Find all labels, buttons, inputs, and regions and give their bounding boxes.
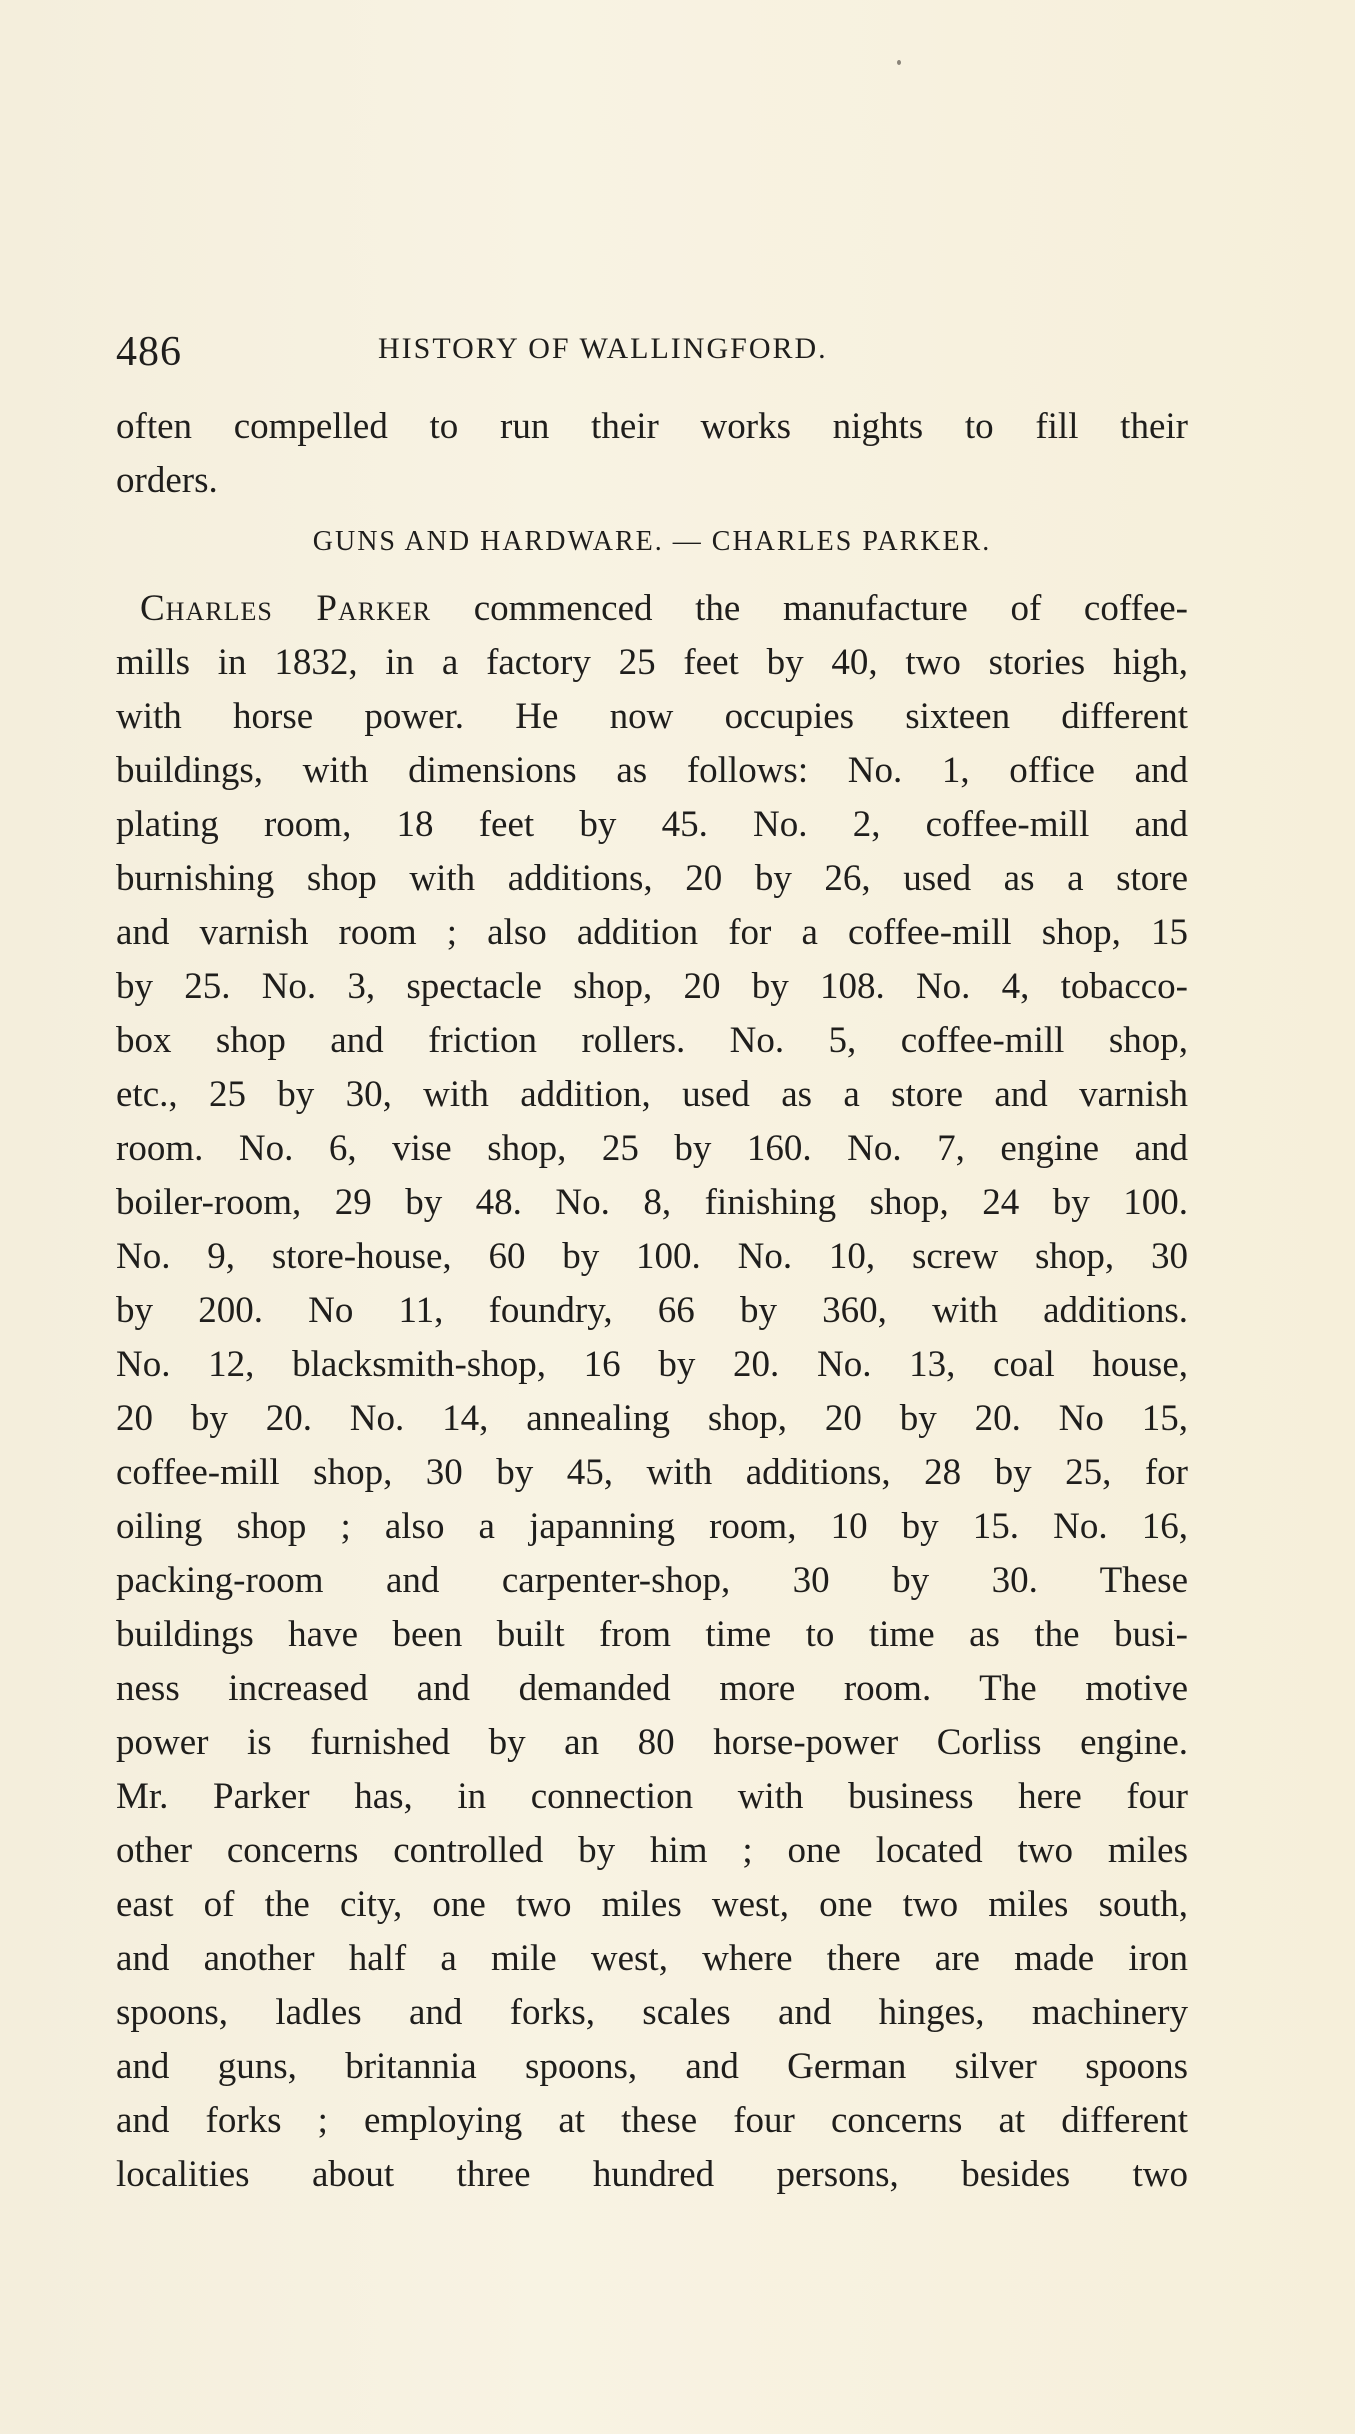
text-line: often compelled to run their works nights to fill their xyxy=(116,406,1188,447)
text-line: localities about three hundred persons, besides two xyxy=(116,2154,1188,2195)
text-line: power is furnished by an 80 horse-power Corliss engine. xyxy=(116,1722,1188,1763)
text-line: east of the city, one two miles west, one two miles south, xyxy=(116,1884,1188,1925)
first-line-rest: commenced the manufacture of coffee- xyxy=(431,588,1188,629)
text-line: No. 12, blacksmith-shop, 16 by 20. No. 13, coal house, xyxy=(116,1344,1188,1385)
lead-name: Charles Parker xyxy=(140,588,432,629)
running-title: HISTORY OF WALLINGFORD. xyxy=(378,332,828,365)
text-line: buildings, with dimensions as follows: No. 1, office and xyxy=(116,750,1188,791)
text-line: with horse power. He now occupies sixteen different xyxy=(116,696,1188,737)
text-line: ness increased and demanded more room. The motive xyxy=(116,1668,1188,1709)
text-line: and varnish room ; also addition for a coffee-mill shop, 15 xyxy=(116,912,1188,953)
text-line: and forks ; employing at these four concerns at different xyxy=(116,2100,1188,2141)
section-heading: GUNS AND HARDWARE. — CHARLES PARKER. xyxy=(312,526,992,557)
text-line: spoons, ladles and forks, scales and hinges, machinery xyxy=(116,1992,1188,2033)
text-line: mills in 1832, in a factory 25 feet by 40, two stories high, xyxy=(116,642,1188,683)
text-line: 20 by 20. No. 14, annealing shop, 20 by 20. No 15, xyxy=(116,1398,1188,1439)
text-line: No. 9, store-house, 60 by 100. No. 10, screw shop, 30 xyxy=(116,1236,1188,1277)
text-line: oiling shop ; also a japanning room, 10 by 15. No. 16, xyxy=(116,1506,1188,1547)
text-line: and another half a mile west, where there are made iron xyxy=(116,1938,1188,1979)
paragraph-continuation xyxy=(116,400,1188,508)
text-line: other concerns controlled by him ; one located two miles xyxy=(116,1830,1188,1871)
running-head xyxy=(116,320,1236,380)
text-line: etc., 25 by 30, with addition, used as a store and varnish xyxy=(116,1074,1188,1115)
text-line: packing-room and carpenter-shop, 30 by 30. These xyxy=(116,1560,1188,1601)
text-line: plating room, 18 feet by 45. No. 2, coffee-mill and xyxy=(116,804,1188,845)
text-line: by 25. No. 3, spectacle shop, 20 by 108. No. 4, tobacco- xyxy=(116,966,1188,1007)
text-line: buildings have been built from time to time as the busi- xyxy=(116,1614,1188,1655)
text-line: boiler-room, 29 by 48. No. 8, finishing shop, 24 by 100. xyxy=(116,1182,1188,1223)
text-line: Mr. Parker has, in connection with business here four xyxy=(116,1776,1188,1817)
text-line-first xyxy=(116,582,1188,636)
text-line: orders. xyxy=(116,460,218,501)
paragraph-charles-parker xyxy=(116,582,1188,2202)
text-line: by 200. No 11, foundry, 66 by 360, with additions. xyxy=(116,1290,1188,1331)
text-line: coffee-mill shop, 30 by 45, with additions, 28 by 25, for xyxy=(116,1452,1188,1493)
page-number: 486 xyxy=(116,329,182,375)
text-line: room. No. 6, vise shop, 25 by 160. No. 7, engine and xyxy=(116,1128,1188,1169)
paper-speck xyxy=(897,60,901,65)
text-line: and guns, britannia spoons, and German silver spoons xyxy=(116,2046,1188,2087)
text-line: box shop and friction rollers. No. 5, coffee-mill shop, xyxy=(116,1020,1188,1061)
text-line: burnishing shop with additions, 20 by 26, used as a store xyxy=(116,858,1188,899)
